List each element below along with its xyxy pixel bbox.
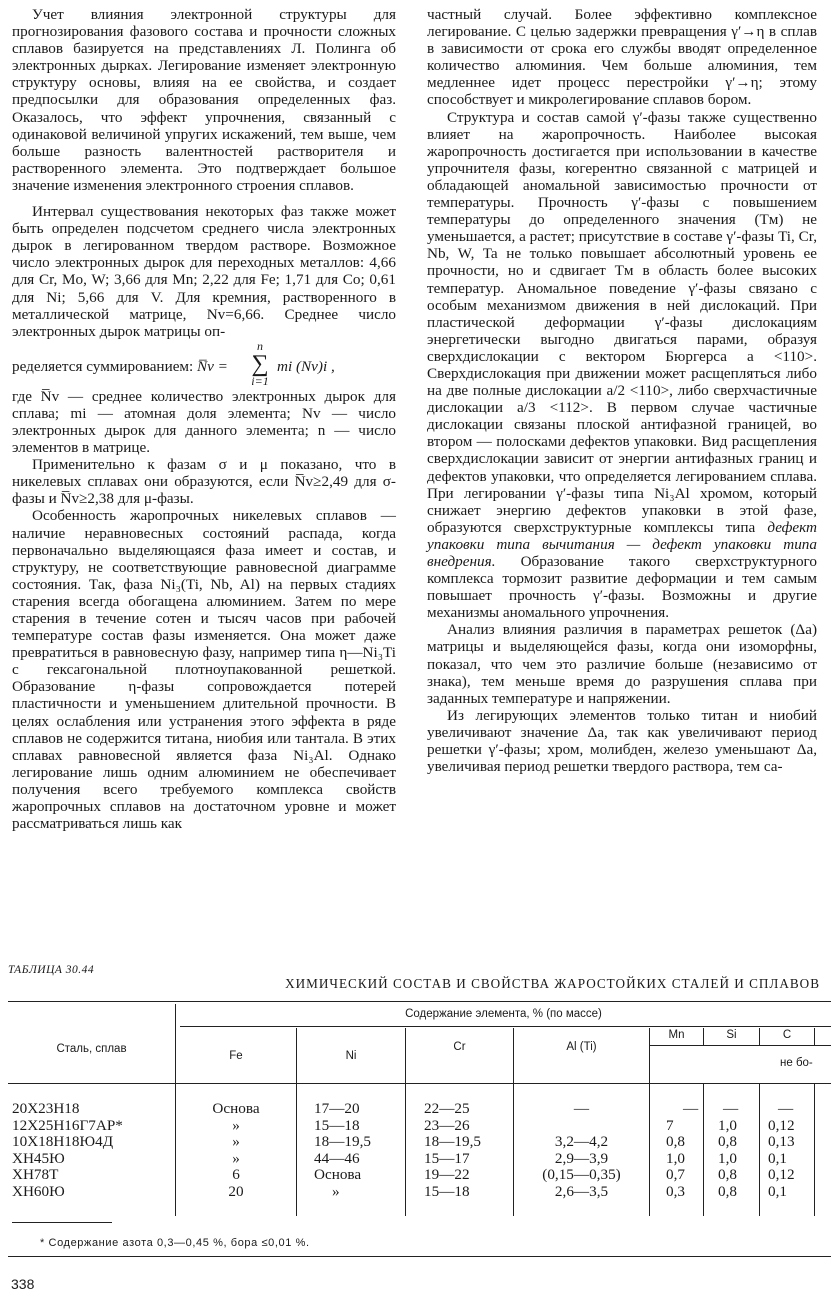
table-sub-rule — [650, 1045, 831, 1046]
cell-mn: 0,7 — [666, 1166, 685, 1183]
col-divider-al — [649, 1028, 650, 1216]
header-al-ti: Al (Ti) — [566, 1041, 597, 1053]
right-text-column — [427, 6, 817, 775]
cell-mn: 0,3 — [666, 1182, 685, 1200]
page-number: 338 — [11, 1276, 35, 1292]
paragraph-lattice-mismatch: Анализ влияния различия в параметрах решеток (Δa) матрицы и выделяющейся фазы, когда они изоморфны, показал, что чем это различие больше (независимо от знака), тем меньше время до разрушения сплава при заданных температуре и напряжении. — [427, 621, 817, 707]
header-group-content: Содержание элемента, % (по массе) — [405, 1008, 602, 1020]
column-al-ti — [514, 1101, 649, 1200]
column-cr — [424, 1101, 481, 1200]
cell-c: 0,1 — [768, 1182, 787, 1200]
table-row-alloy: 12Х25Н16Г7АР* — [12, 1116, 123, 1134]
table-bottom-rule — [8, 1256, 831, 1257]
table-title: ХИМИЧЕСКИЙ СОСТАВ И СВОЙСТВА ЖАРОСТОЙКИХ СТАЛЕЙ И СПЛАВОВ — [285, 976, 820, 991]
cell-si: 1,0 — [718, 1149, 737, 1167]
cell-al — [514, 1118, 649, 1135]
paragraph-alloying-elements: Из легирующих элементов только титан и ниобий увеличивают значение Δa, так как увеличивают период решетки γ′-фазы; хром, молибден, железо уменьшают Δa, увеличивая период решетки твердого раствора, тем са- — [427, 706, 817, 776]
header-c: C — [782, 1029, 792, 1041]
header-alloy: Сталь, сплав — [56, 1043, 127, 1055]
cell-al: 2,9—3,9 — [554, 1149, 609, 1167]
cell-mn: 1,0 — [666, 1149, 685, 1167]
table-header-rule — [8, 1083, 831, 1084]
paragraph-pauling-holes: Учет влияния электронной структуры для прогнозирования фазового состава и прочности сложных сплавов базируется на представлениях Л. Полинга об электронных дырках. Легирование изменяет электронную структуру основы, влияя на ее свойства, и создает предпосылки для образования определенных фаз. Оказалось, что эффект упрочнения, связанный с одинаковой величиной упругих искажений, тем выше, чем больше разность валентностей растворителя и растворенного элемента. Это подтверждает большое значение изменения электронного строения сплавов. — [12, 6, 396, 194]
table-row-alloy: 20Х23Н18 — [12, 1100, 80, 1117]
cell-fe: » — [232, 1149, 240, 1167]
cell-al: — — [573, 1100, 590, 1117]
cell-cr: 15—18 — [424, 1182, 470, 1200]
table-label: ТАБЛИЦА 30.44 — [8, 964, 95, 976]
cell-c: 0,12 — [768, 1166, 795, 1183]
cell-ni: » — [332, 1182, 340, 1200]
cell-cr: 19—22 — [424, 1166, 470, 1183]
col-divider-c — [814, 1084, 815, 1216]
table-footnote: * Содержание азота 0,3—0,45 %, бора ≤0,01 %. — [40, 1237, 310, 1249]
cell-c: — — [778, 1100, 794, 1117]
cell-si: 0,8 — [718, 1182, 737, 1200]
header-cr: Cr — [453, 1041, 466, 1053]
cell-cr: 23—26 — [424, 1116, 470, 1134]
cell-ni: 18—19,5 — [314, 1133, 371, 1150]
cell-al: 3,2—4,2 — [554, 1133, 609, 1150]
cell-si: 0,8 — [718, 1166, 737, 1183]
table-row-alloy: ХН45Ю — [12, 1149, 65, 1167]
col-divider-ni — [405, 1028, 406, 1216]
formula-lhs: N̅v = — [197, 357, 228, 375]
cell-c: 0,13 — [768, 1133, 795, 1150]
cell-fe: » — [232, 1133, 240, 1150]
column-ni — [314, 1101, 371, 1200]
paragraph-formula-legend: где N̅v — среднее количество электронных дырок для сплава; mi — атомная доля элемента; Nv — число электронных дырок для данного элемента; n — число элементов в матрице. — [12, 387, 396, 457]
formula-lead-text: ределяется суммированием: — [12, 357, 194, 375]
cell-mn: 7 — [666, 1116, 674, 1134]
cell-mn: 0,8 — [666, 1133, 685, 1150]
paragraph-gamma-prime-structure: Структура и состав самой γ′-фазы также существенно влияет на жаропрочность. Наиболее высокая жаропрочность достигается при использовании в качестве упрочнителя фазы, когерентно связанной с матрицей и обладающей аномальной зависимостью прочности от температуры. Прочность γ′-фазы с повышением температуры до определенного значения (Tм) не уменьшается, а растет; присутствие в составе γ′-фазы Ti, Cr, Nb, W, Ta не только повышает абсолютный уровень ее прочности, но и сдвигает Tм в область более высоких температур. Аномальное поведение γ′-фазы связано с особым механизмом движения в ней дислокаций. При пластической деформации γ′-фазы дислокациям энергетически выгодно двигаться парами, образуя сверхдислокации с вектором Бюргерса a <110>. Сверхдислокация при движении может расщепляться либо на две полные дислокации a/2 <110>, либо сверхчастичные дислокации a/3 <112>. В первом случае частичные дислокации связаны плоской антифазной границей, во втором — полосками дефектов упаковки. Вид расщепления сверхдислокации зависит от энергии антифазных границ и дефектов упаковки, что определяется легированием сплава. При легировании γ′-фазы типа Ni₃Al хромом, который снижает энергию дефектов упаковки в этой фазе, образуются сверхструктурные комплексы типа дефект упаковки типа вычитания — дефект упаковки типа внедрения. Образование такого сверхструктурного комплекса тормозит развитие деформации и тем самым повышает прочность γ′-фазы. Возможны и другие механизмы аномального упрочнения. — [427, 108, 817, 622]
table-top-rule — [8, 1001, 831, 1002]
header-ni: Ni — [345, 1050, 357, 1062]
column-fe — [176, 1101, 296, 1200]
cell-c: 0,12 — [768, 1116, 795, 1134]
cell-mn: — — [683, 1100, 699, 1117]
col-divider-c-head — [814, 1028, 815, 1045]
header-mn: Mn — [668, 1029, 685, 1041]
formula-average-holes — [12, 340, 396, 388]
cell-fe: » — [232, 1116, 240, 1134]
italic-term: дефект упаковки типа вычитания — дефект упаковки типа внедрения. — [427, 518, 817, 570]
column-mn — [666, 1100, 699, 1200]
cell-cr: 22—25 — [424, 1100, 470, 1117]
paragraph-complex-alloying: частный случай. Более эффективно комплексное легирование. С целью задержки превращения γ′→η в сплав в зависимости от срока его службы вводят определенное количество алюминия. Чем больше алюминия, тем медленнее идет процесс перестройки γ′→η; этому способствует и микролегирование сплавов бором. — [427, 6, 817, 109]
cell-si: — — [723, 1100, 739, 1117]
footnote-rule — [12, 1222, 112, 1223]
column-c — [768, 1101, 795, 1200]
cell-al: 2,6—3,5 — [554, 1182, 609, 1200]
table-row-alloy: ХН60Ю — [12, 1182, 65, 1200]
cell-si: 1,0 — [718, 1116, 737, 1134]
left-text-column — [12, 6, 396, 832]
table-row-alloy: 10Х18Н18Ю4Д — [12, 1133, 114, 1150]
paragraph-nickel-alloys: Особенность жаропрочных никелевых сплавов — наличие неравновесных состояний распада, когда первоначально выделяющаяся фаза имеет и состав, и структуру, не соответствующие равновесной диаграмме состояния. Так, фаза Ni₃(Ti, Nb, Al) на первых стадиях старения всегда обогащена алюминием. Затем по мере старения в течение сотен и тысяч часов при рабочей температуре состав фазы изменяется. Она может даже превратиться в равновесную фазу, например типа η—Ni₃Ti с гексагональной плотноупакованной решеткой. Образование η-фазы сопровождается потерей пластичности и уменьшением длительной прочности. В целях ослабления или устранения этого эффекта в ряде сплавов не содержится титана, ниобия или тантала. В этих сплавах равновесной является фаза Ni₃Al. Однако легирование лишь одним алюминием не обеспечивает получения всего требуемого комплекса свойств жаропрочных сплавов на достаточном уровне и может рассматриваться лишь как — [12, 507, 396, 833]
column-si — [718, 1101, 738, 1200]
cell-fe: 20 — [228, 1182, 244, 1200]
summation-symbol: n ∑ i=1 — [251, 338, 269, 388]
paragraph-sigma-mu: Применительно к фазам σ и μ показано, что в никелевых сплавах они образуются, если N̅v≥2,49 для σ-фазы и N̅v≥2,38 для μ-фазы. — [12, 456, 396, 508]
cell-al: (0,15—0,35) — [542, 1166, 621, 1183]
table-group-rule — [180, 1026, 831, 1027]
cell-ni: 44—46 — [314, 1149, 360, 1167]
cell-ni: Основа — [314, 1166, 362, 1183]
header-fe: Fe — [229, 1050, 243, 1062]
col-divider-si — [759, 1084, 760, 1216]
cell-cr: 18—19,5 — [424, 1133, 481, 1150]
cell-c: 0,1 — [768, 1149, 787, 1167]
cell-fe: 6 — [232, 1166, 240, 1183]
column-alloy — [12, 1101, 123, 1200]
cell-si: 0,8 — [718, 1133, 737, 1150]
cell-ni: 15—18 — [314, 1116, 360, 1134]
formula-rhs: mi (Nv)i , — [277, 357, 335, 375]
cell-cr: 15—17 — [424, 1149, 470, 1167]
header-max: не бо- — [780, 1057, 813, 1069]
paragraph-phase-interval: Интервал существования некоторых фаз также может быть определен подсчетом среднего числа электронных дырок в легированном твердом растворе. Возможное число электронных дырок для переходных металлов: 4,66 для Cr, Mo, W; 3,66 для Mn; 2,22 для Fe; 1,71 для Co; 0,61 для Ni; 5,66 для V. Для кремния, растворенного в металлической матрице, Nv=6,66. Среднее число электронных дырок матрицы оп- — [12, 203, 396, 340]
col-divider-mn — [703, 1084, 704, 1216]
table-row-alloy: ХН78Т — [12, 1166, 59, 1183]
cell-ni: 17—20 — [314, 1100, 360, 1117]
cell-fe: Основа — [212, 1100, 260, 1117]
header-si: Si — [726, 1029, 737, 1041]
